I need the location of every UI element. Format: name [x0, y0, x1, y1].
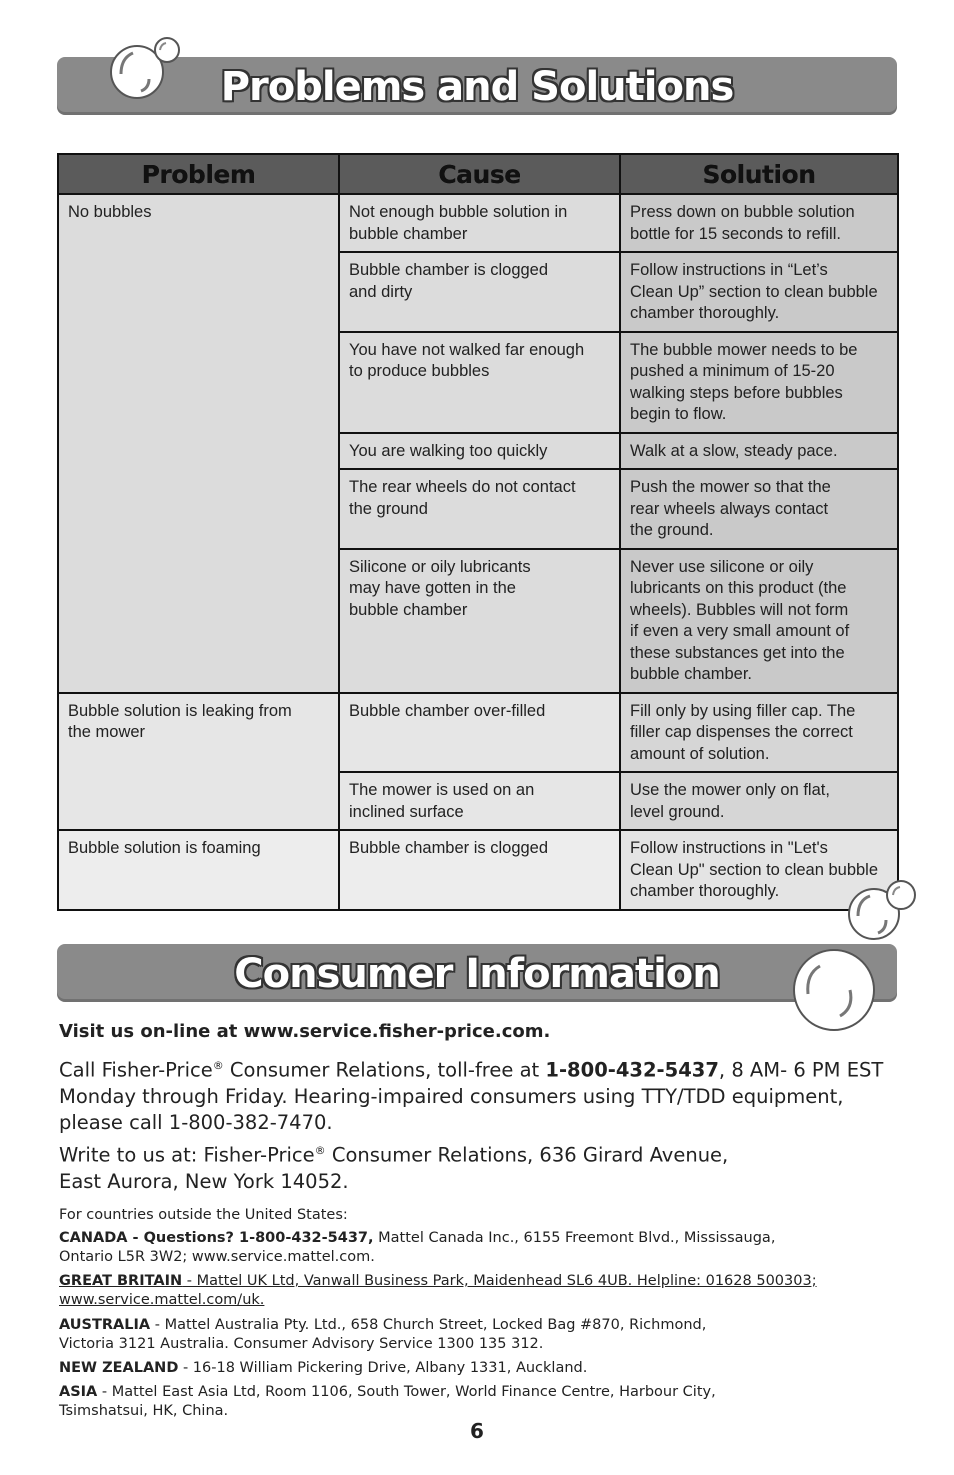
bubble-icon — [844, 878, 920, 942]
consumer-title: Consumer Information — [234, 951, 720, 997]
problem-cell: No bubbles — [58, 194, 339, 693]
australia-contact: AUSTRALIA - Mattel Australia Pty. Ltd., 658 Church Street, Locked Bag #870, Richmond, Victoria 3121 Australia. Consumer Advisory Service 1300 135 312. — [59, 1317, 707, 1352]
visit-website-text: Visit us on-line at www.service.fisher-price.com. — [59, 1021, 551, 1042]
phone-number: 1-800-432-5437 — [545, 1058, 719, 1082]
solution-cell: Use the mower only on flat, level ground. — [620, 772, 898, 830]
header-cause: Cause — [339, 154, 620, 194]
table-header-row — [58, 154, 898, 194]
solution-cell: Press down on bubble solution bottle for 15 seconds to refill. — [620, 194, 898, 252]
page-number: 6 — [470, 1419, 484, 1443]
table-row — [58, 830, 898, 910]
canada-contact: CANADA - Questions? 1-800-432-5437, Mattel Canada Inc., 6155 Freemont Blvd., Mississauga, Ontario L5R 3W2; www.service.mattel.com. — [59, 1230, 776, 1265]
header-problem: Problem — [58, 154, 339, 194]
bubble-icon — [105, 36, 187, 102]
cause-cell: You have not walked far enough to produce bubbles — [339, 332, 620, 433]
cause-cell: The rear wheels do not contact the ground — [339, 469, 620, 549]
cause-cell: Bubble chamber is clogged and dirty — [339, 252, 620, 332]
cause-cell: Not enough bubble solution in bubble chamber — [339, 194, 620, 252]
solution-cell: The bubble mower needs to be pushed a minimum of 15-20 walking steps before bubbles begin to flow. — [620, 332, 898, 433]
cause-cell: You are walking too quickly — [339, 433, 620, 470]
outside-us-heading: For countries outside the United States: — [59, 1207, 348, 1223]
solution-cell: Follow instructions in "Let's Clean Up" section to clean bubble chamber thoroughly. — [620, 830, 898, 910]
solution-cell: Follow instructions in “Let’s Clean Up” section to clean bubble chamber thoroughly. — [620, 252, 898, 332]
call-text: Call Fisher-Price® Consumer Relations, toll-free at 1-800-432-5437, 8 AM- 6 PM EST Monday through Friday. Hearing-impaired consumers using TTY/TDD equipment, please call 1-800-382-7470. — [59, 1058, 884, 1134]
great-britain-contact: GREAT BRITAIN - Mattel UK Ltd, Vanwall Business Park, Maidenhead SL6 4UB. Helpline: 01628 500303; www.service.mattel.com/uk. — [59, 1273, 817, 1308]
problem-cell: Bubble solution is foaming — [58, 830, 339, 910]
table-row — [58, 693, 898, 773]
write-address-text: Write to us at: Fisher-Price® Consumer Relations, 636 Girard Avenue, East Aurora, New York 14052. — [59, 1143, 729, 1193]
consumer-banner — [57, 944, 897, 1002]
problems-title: Problems and Solutions — [220, 64, 734, 110]
solution-cell: Fill only by using filler cap. The filler cap dispenses the correct amount of solution. — [620, 693, 898, 773]
header-solution: Solution — [620, 154, 898, 194]
cause-cell: Bubble chamber over-filled — [339, 693, 620, 773]
cause-cell: Silicone or oily lubricants may have gotten in the bubble chamber — [339, 549, 620, 693]
new-zealand-contact: NEW ZEALAND - 16-18 William Pickering Drive, Albany 1331, Auckland. — [59, 1360, 588, 1376]
cause-cell: Bubble chamber is clogged — [339, 830, 620, 910]
cause-cell: The mower is used on an inclined surface — [339, 772, 620, 830]
table-row — [58, 194, 898, 252]
problem-cell: Bubble solution is leaking from the mower — [58, 693, 339, 831]
solution-cell: Never use silicone or oily lubricants on this product (the wheels). Bubbles will not form if even a very small amount of these substances get into the bubble chamber. — [620, 549, 898, 693]
asia-contact: ASIA - Mattel East Asia Ltd, Room 1106, South Tower, World Finance Centre, Harbour City, Tsimshatsui, HK, China. — [59, 1384, 716, 1419]
solution-cell: Walk at a slow, steady pace. — [620, 433, 898, 470]
problems-solutions-table — [57, 153, 899, 911]
solution-cell: Push the mower so that the rear wheels always contact the ground. — [620, 469, 898, 549]
